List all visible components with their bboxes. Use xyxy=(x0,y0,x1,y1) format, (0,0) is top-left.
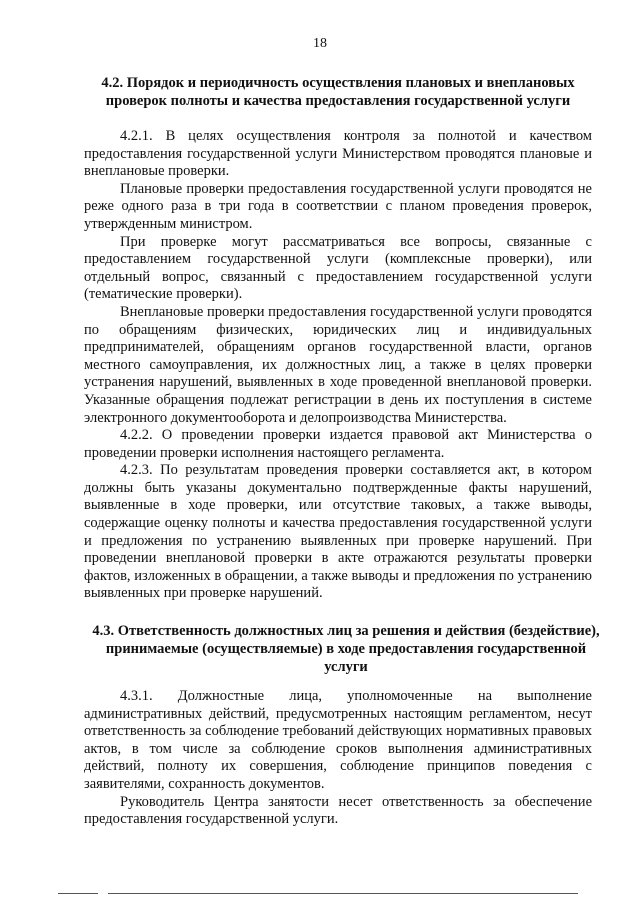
section-4-3-body xyxy=(84,688,592,829)
paragraph: При проверке могут рассматриваться все вопросы, связанные с предоставлением государственной услуги (комплексные проверки), или отдельный вопрос, связанный с предоставлением государственной услуги (тематические проверки). xyxy=(84,233,592,303)
section-heading-4-3: 4.3. Ответственность должностных лиц за решения и действия (бездействие), принимаемые (осуществляемые) в ходе предоставления государственной услуги xyxy=(92,623,600,675)
footer-divider-left xyxy=(58,893,98,894)
page-number: 18 xyxy=(313,36,327,51)
document-body xyxy=(84,66,600,828)
paragraph: 4.2.3. По результатам проведения проверки составляется акт, в котором должны быть указаны документально подтвержденные факты нарушений, выявленные в ходе проверки, или отсутствие таковых, а также выводы, содержащие оценку полноты и качества предоставления государственной услуги и предложения по устранению выявленных при проверке нарушений. При проведении внеплановой проверки в акте отражаются результаты проверки фактов, изложенных в обращении, а также выводы и предложения по устранению выявленных при проверке нарушений. xyxy=(84,462,592,602)
paragraph: 4.2.2. О проведении проверки издается правовой акт Министерства о проведении проверки исполнения настоящего регламента. xyxy=(84,427,592,461)
paragraph: Плановые проверки предоставления государственной услуги проводятся не реже одного раза в три года в соответствии с планом проведения проверок, утвержденным министром. xyxy=(84,180,592,232)
footer-divider-right xyxy=(108,893,578,894)
paragraph: Внеплановые проверки предоставления государственной услуги проводятся по обращениям физических, юридических лиц и индивидуальных предпринимателей, обращениям органов государственной власти, органов местного самоуправления, их должностных лиц, а также в целях проверки устранения нарушений, выявленных в ходе проведенной внеплановой проверки. Указанные обращения подлежат регистрации в день их поступления в системе электронного документооборота и делопроизводства Министерства. xyxy=(84,303,592,426)
section-4-2-body xyxy=(84,128,592,603)
paragraph: 4.2.1. В целях осуществления контроля за полнотой и качеством предоставления государственной услуги Министерством проводятся плановые и внеплановые проверки. xyxy=(84,128,592,180)
section-heading-4-2: 4.2. Порядок и периодичность осуществления плановых и внеплановых проверок полноты и качества предоставления государственной услуги xyxy=(101,75,575,109)
paragraph: Руководитель Центра занятости несет ответственность за обеспечение предоставления государственной услуги. xyxy=(84,793,592,828)
paragraph: 4.3.1. Должностные лица, уполномоченные на выполнение административных действий, предусмотренных настоящим регламентом, несут ответственность за соблюдение требований действующих нормативных правовых актов, в том числе за соблюдение сроков выполнения административных действий, полноту их совершения, соблюдение принципов поведения с заявителями, сохранность документов. xyxy=(84,688,592,792)
